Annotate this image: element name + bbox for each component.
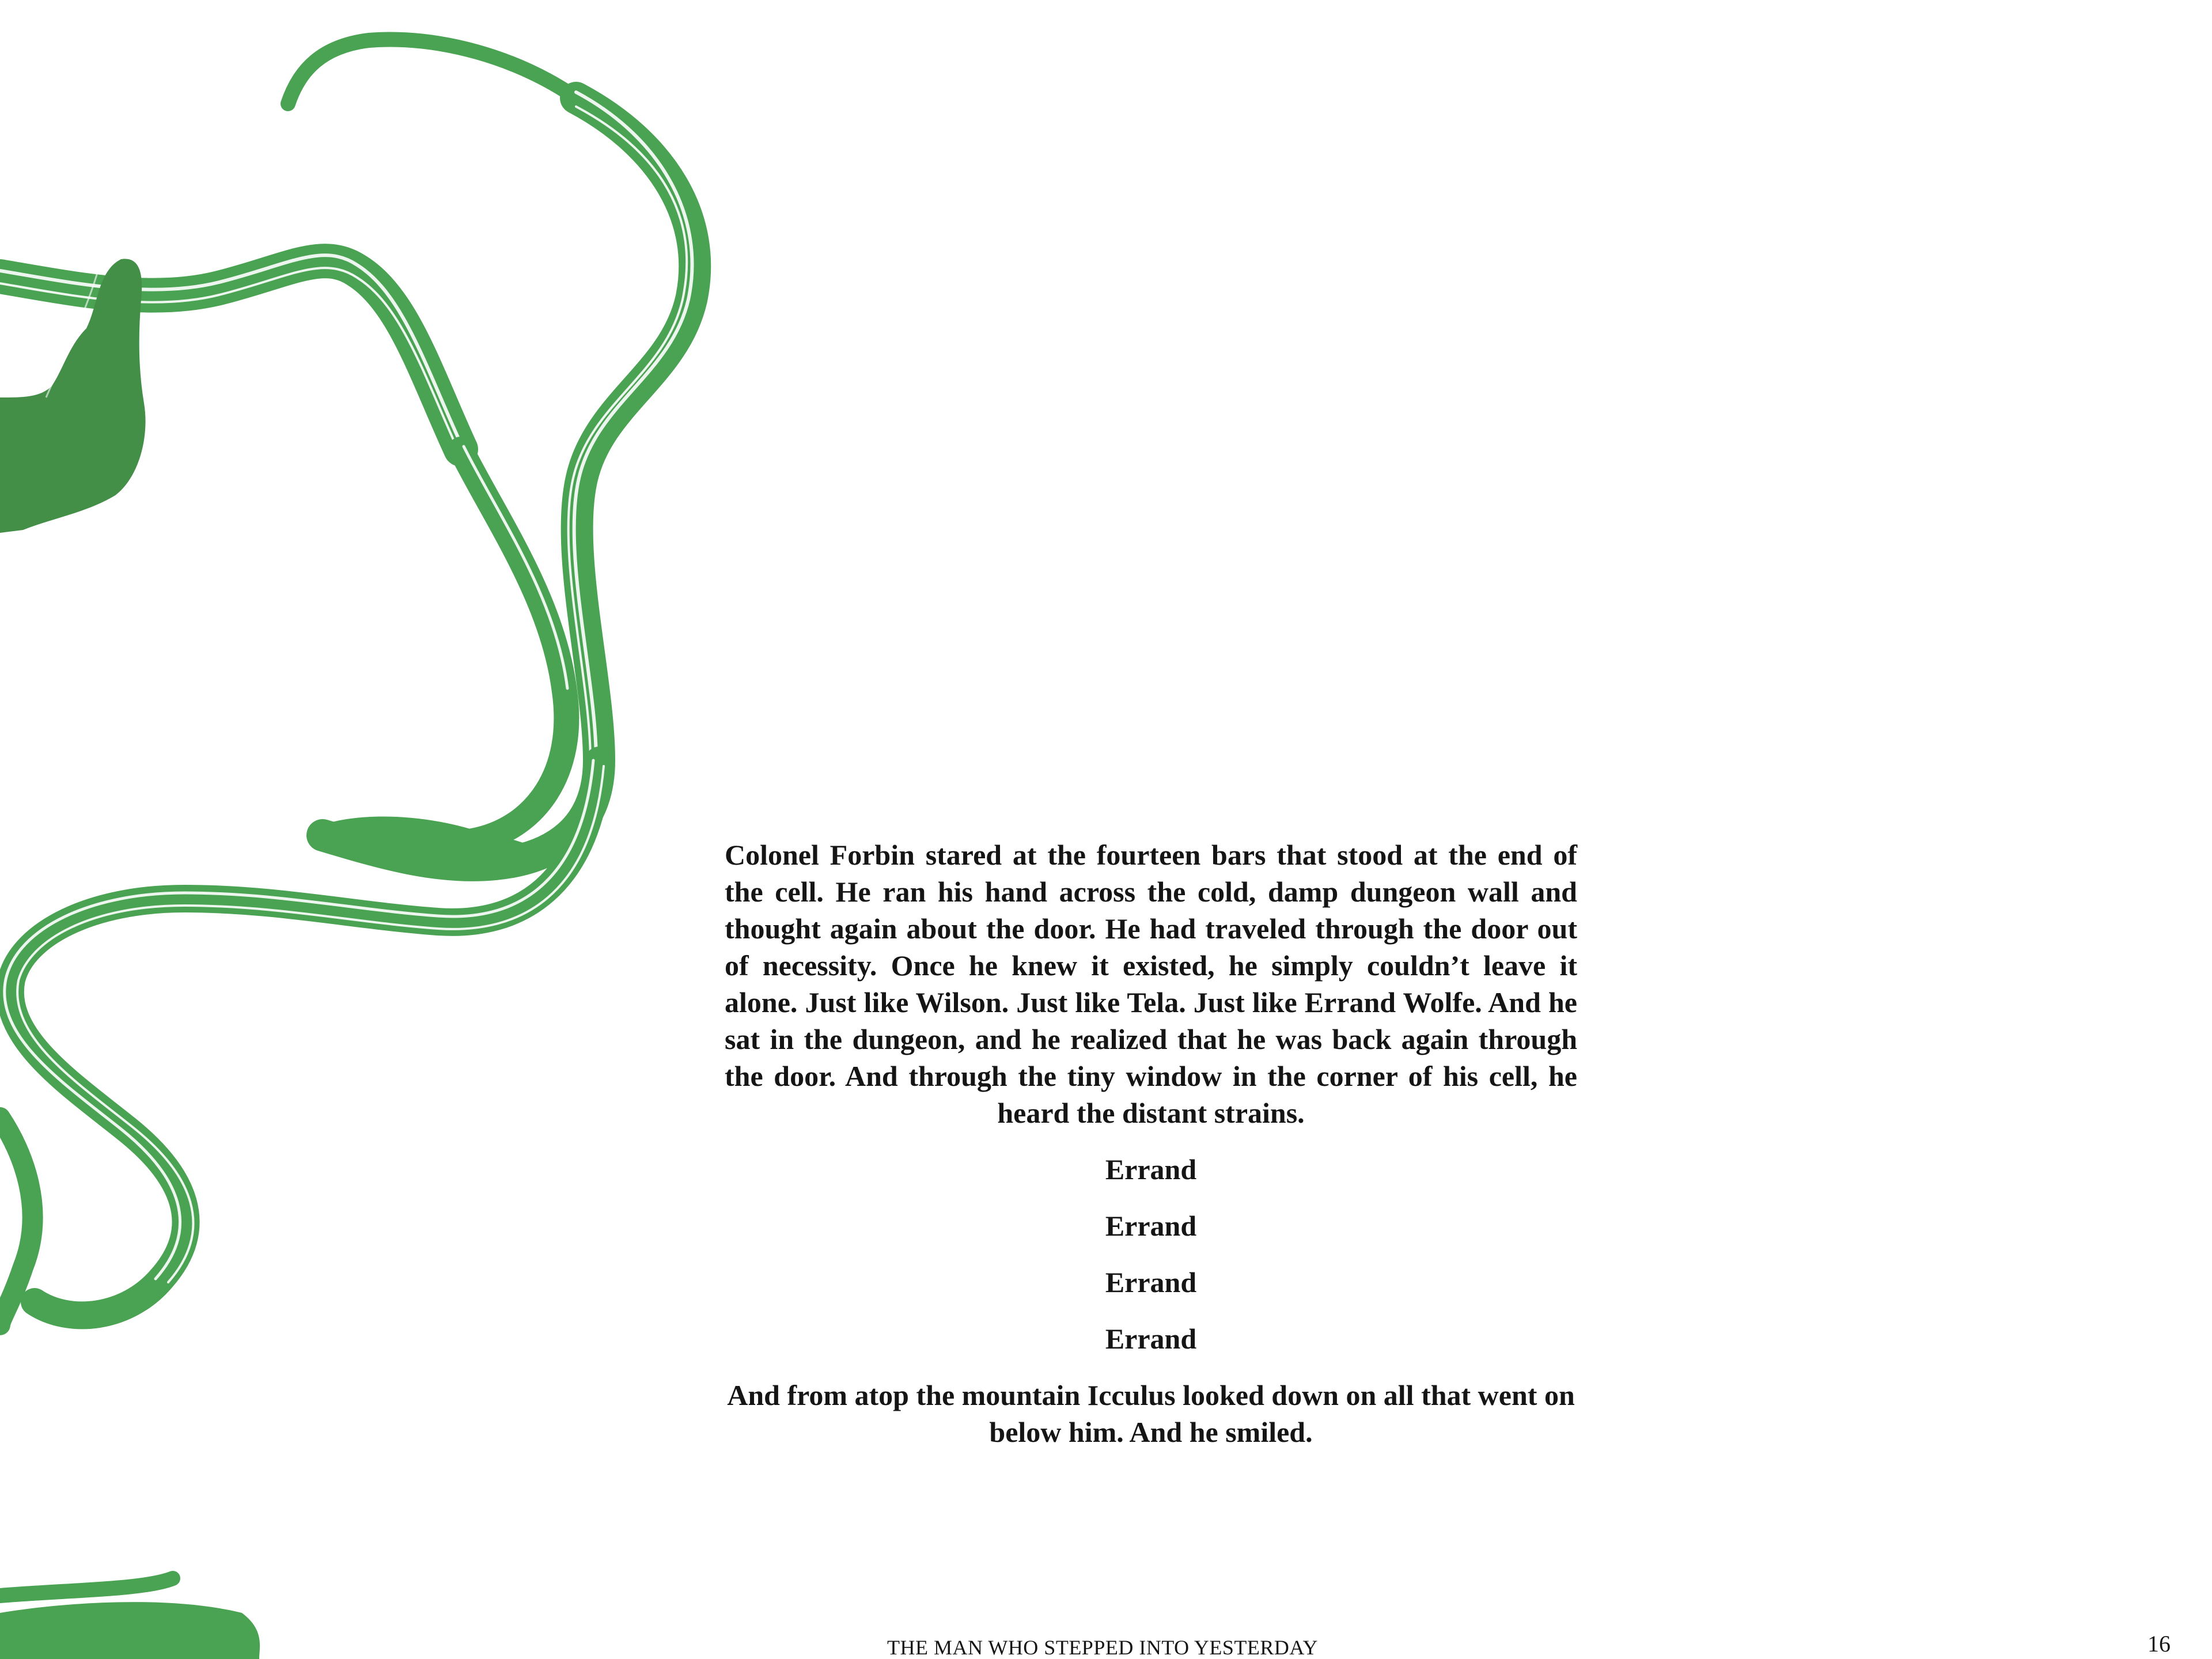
page-number: 16 — [2147, 1631, 2171, 1657]
swirl-right-loop — [323, 98, 695, 865]
swirl-inner-band — [461, 449, 566, 841]
chant-line-3: Errand — [1105, 1266, 1197, 1298]
closing-paragraph: And from atop the mountain Icculus looked down on all that went on below him. And he smiled. — [727, 1379, 1575, 1448]
chant-line-4: Errand — [1105, 1323, 1197, 1355]
swirl-top-curl — [288, 39, 576, 104]
swirl-bottom-blob — [0, 1602, 260, 1659]
swirl-bottom-edge — [0, 1578, 173, 1596]
chant-line-1: Errand — [1105, 1153, 1197, 1185]
green-marbled-swirl-artwork — [0, 0, 749, 1659]
running-footer-title: THE MAN WHO STEPPED INTO YESTERDAY — [887, 1636, 1319, 1659]
story-text-block — [725, 836, 1577, 1450]
chant-line-2: Errand — [1105, 1210, 1197, 1242]
story-paragraph: Colonel Forbin stared at the fourteen bars that stood at the end of the cell. He ran his hand across the cold, damp dungeon wall and thought again about the door. He had traveled through the door out of necessity. Once he knew it existed, he simply couldn’t leave it alone. Just like Wilson. Just like Tela. Just like Errand Wolfe. And he sat in the dungeon, and he realized that he was back again through the door. And through the tiny window in the corner of his cell, he heard the distant strains. — [725, 839, 1577, 1129]
